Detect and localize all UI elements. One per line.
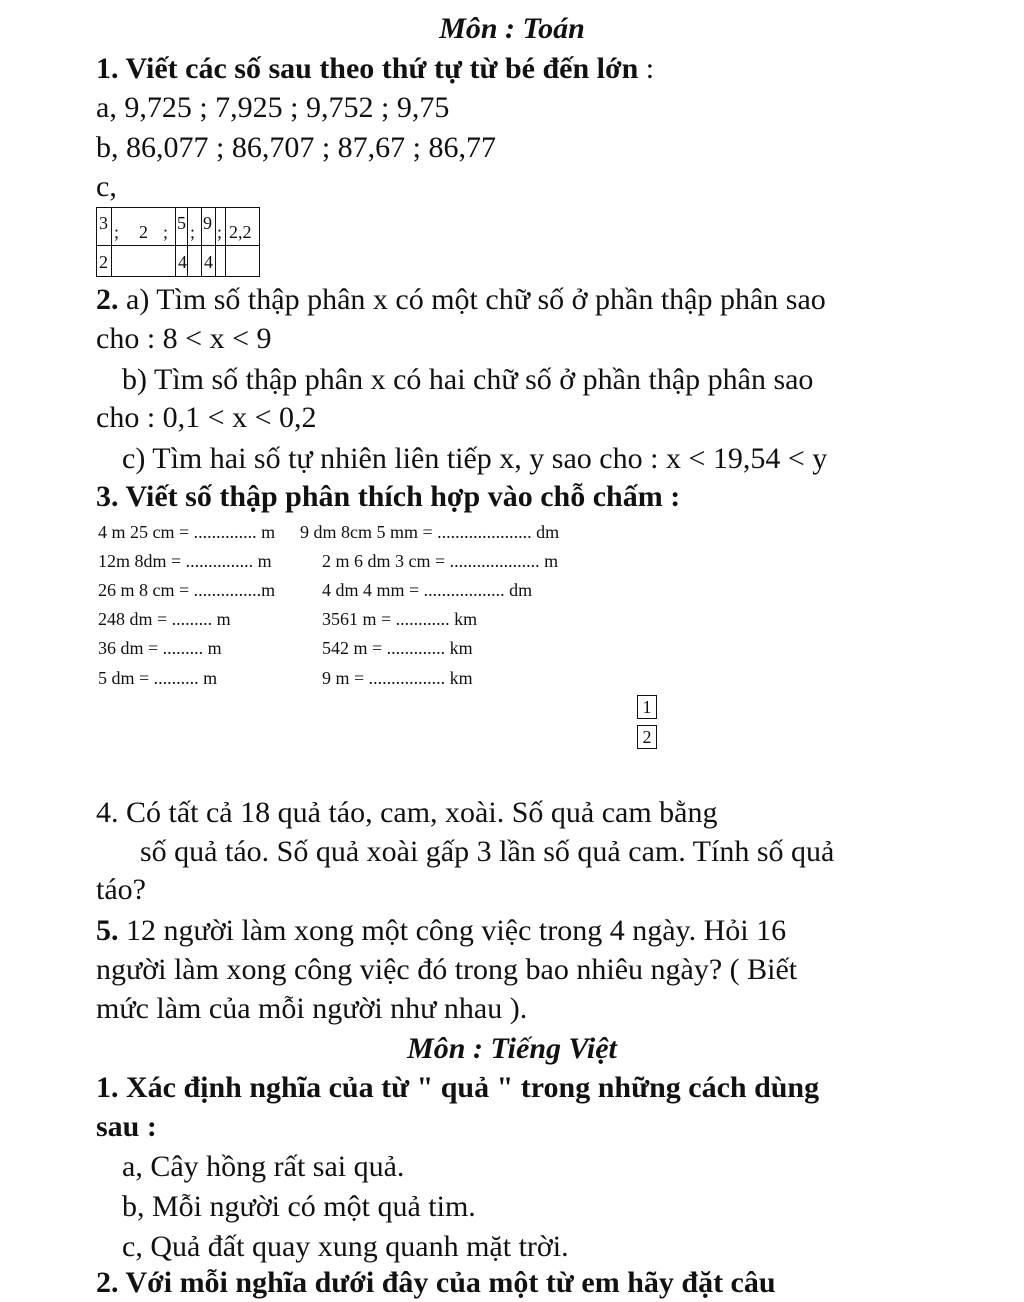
- tv-q2-cut-off: [96, 1264, 776, 1299]
- fraction-sep-4: ;: [217, 222, 223, 242]
- q3-row5-right: 542 m = ............. km: [322, 638, 473, 658]
- fraction-top-1: 3: [99, 213, 108, 233]
- fraction-top-2: 2: [139, 222, 148, 242]
- tv-q1-b: b, Mỗi người có một quả tim.: [122, 1190, 476, 1223]
- q1-b: b, 86,077 ; 86,707 ; 87,67 ; 86,77: [96, 131, 497, 164]
- q5-number: 5.: [96, 914, 119, 947]
- vietnamese-title: Môn : Tiếng Việt: [407, 1032, 617, 1065]
- q3-row3-right: 4 dm 4 mm = .................. dm: [322, 580, 533, 600]
- tv-q1-line1: 1. Xác định nghĩa của từ " quả " trong những cách dùng: [96, 1071, 820, 1104]
- q5-text: 12 người làm xong một công việc trong 4 ngày. Hỏi 16: [118, 914, 787, 947]
- q1-prompt: [96, 50, 654, 88]
- q3-row1-right: 9 dm 8cm 5 mm = ..................... dm: [300, 522, 560, 542]
- q2-number: 2.: [96, 283, 119, 316]
- q2-b-line2: cho : 0,1 < x < 0,2: [96, 401, 317, 434]
- fraction-bottom-1: 2: [99, 252, 108, 272]
- fraction-numerator: 1: [637, 695, 657, 719]
- tv-q1-line2: sau :: [96, 1110, 157, 1143]
- q5-line2: người làm xong công việc đó trong bao nhiêu ngày? ( Biết: [96, 953, 798, 986]
- q5-line3: mức làm của mỗi người như nhau ).: [96, 992, 528, 1025]
- q1-prompt-bold: 1. Viết các số sau theo thứ tự từ bé đến lớn: [96, 52, 639, 85]
- fraction-one-half: [637, 695, 657, 755]
- q1-a: a, 9,725 ; 7,925 ; 9,752 ; 9,75: [96, 91, 450, 124]
- q4-line1: 4. Có tất cả 18 quả táo, cam, xoài. Số quả cam bằng: [96, 796, 718, 829]
- tv-q1-c: c, Quả đất quay xung quanh mặt trời.: [122, 1230, 569, 1263]
- q1-prompt-colon: :: [638, 52, 655, 85]
- fraction-bottom-4: 4: [204, 252, 213, 272]
- q3-row4-right: 3561 m = ............ km: [322, 609, 478, 629]
- q3-row4-left: 248 dm = ......... m: [98, 609, 231, 629]
- q4-line3: táo?: [96, 873, 146, 906]
- q2-c-line: c) Tìm hai số tự nhiên liên tiếp x, y sao cho : x < 19,54 < y: [122, 442, 828, 475]
- q2-b-line1: b) Tìm số thập phân x có hai chữ số ở phần thập phân sao: [122, 363, 814, 396]
- fraction-sep-2: ;: [163, 222, 169, 242]
- q2-a-text: a) Tìm số thập phân x có một chữ số ở phần thập phân sao: [118, 283, 826, 316]
- fraction-bottom-3: 4: [178, 252, 187, 272]
- fraction-sep-1: ;: [114, 222, 120, 242]
- q2-a-line1: [96, 281, 826, 319]
- q3-row1-left: 4 m 25 cm = .............. m: [98, 522, 276, 542]
- fraction-grid: [96, 207, 260, 277]
- q3-row6-right: 9 m = ................. km: [322, 668, 473, 688]
- fraction-denominator: 2: [637, 725, 657, 749]
- q3-row3-left: 26 m 8 cm = ...............m: [98, 580, 276, 600]
- fraction-top-3: 5: [177, 213, 186, 233]
- fraction-top-5: 2,2: [229, 222, 252, 242]
- fraction-top-4: 9: [203, 213, 212, 233]
- tv-q2-partial: 2. Với mỗi nghĩa dưới đây của một từ em hãy đặt câu: [96, 1266, 776, 1299]
- q1-c: c,: [96, 170, 117, 203]
- q3-row5-left: 36 dm = ......... m: [98, 638, 222, 658]
- q5-line1: [96, 912, 786, 950]
- q3-prompt: 3. Viết số thập phân thích hợp vào chỗ chấm :: [96, 480, 681, 513]
- q3-row2-left: 12m 8dm = ............... m: [98, 551, 272, 571]
- q3-row2-right: 2 m 6 dm 3 cm = .................... m: [322, 551, 559, 571]
- q3-row6-left: 5 dm = .......... m: [98, 668, 218, 688]
- tv-q1-a: a, Cây hồng rất sai quả.: [122, 1150, 405, 1183]
- q4-line2: số quả táo. Số quả xoài gấp 3 lần số quả cam. Tính số quả: [140, 835, 835, 868]
- q2-a-line2: cho : 8 < x < 9: [96, 322, 272, 355]
- math-title: Môn : Toán: [439, 12, 585, 45]
- fraction-sep-3: ;: [190, 222, 196, 242]
